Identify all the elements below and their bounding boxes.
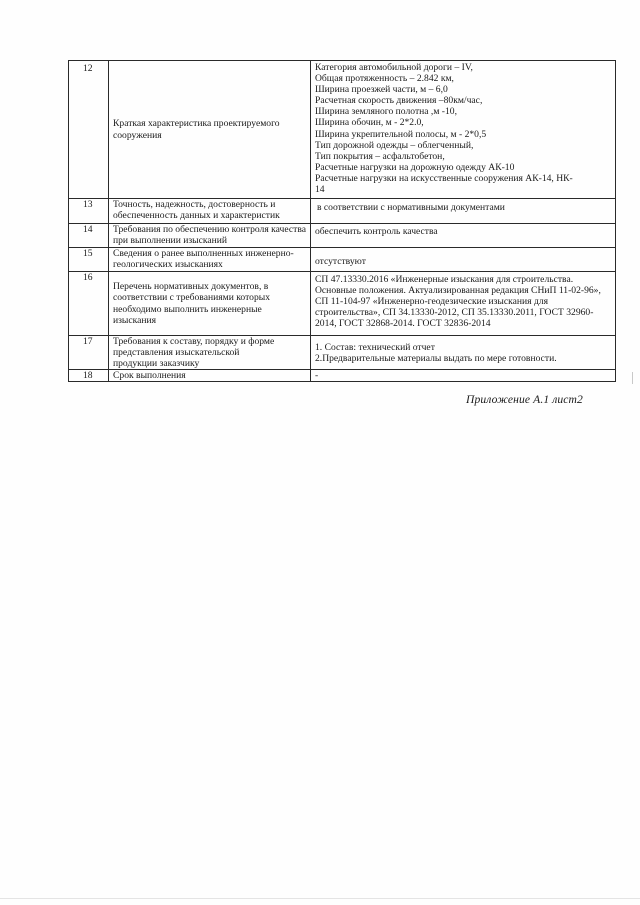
value-text: - <box>315 370 319 382</box>
table-row <box>69 336 616 370</box>
scan-edge <box>0 898 640 899</box>
value-line: Ширина обочин, м - 2*2.0, <box>315 117 424 129</box>
value-line: Расчетные нагрузки на искусственные сооружения АК-14, НК- <box>315 172 573 184</box>
row-title-text: Точность, надежность, достоверность и обеспеченность данных и характеристик <box>113 199 280 222</box>
row-number: 13 <box>69 199 109 224</box>
value-line: Тип дорожной одежды – облегченный, <box>315 139 474 151</box>
row-value <box>311 336 616 370</box>
row-title <box>109 61 311 199</box>
row-value <box>311 272 616 336</box>
row-number: 15 <box>69 248 109 272</box>
value-line: Тип покрытия – асфальтобетон, <box>315 150 445 162</box>
value-text: отсутствуют <box>315 255 366 267</box>
value-line: 14 <box>315 184 325 196</box>
appendix-label: Приложение А.1 лист2 <box>466 393 583 406</box>
value-text: обеспечить контроль качества <box>315 226 438 237</box>
requirements-table <box>68 60 616 382</box>
row-title-text: Сведения о ранее выполненных инженерно-геологических изысканиях <box>113 248 294 271</box>
table-row <box>69 272 616 336</box>
table-row <box>69 224 616 248</box>
row-value <box>311 61 616 199</box>
value-line: Расчетная скорость движения –80км/час, <box>315 95 483 107</box>
table-row <box>69 61 616 199</box>
value-line: 1. Состав: технический отчет <box>315 341 435 353</box>
row-value <box>311 224 616 248</box>
value-line: Категория автомобильной дороги – IV, <box>315 62 473 73</box>
row-value <box>311 199 616 224</box>
row-title <box>109 370 311 382</box>
value-line: 2.Предварительные материалы выдать по мере готовности. <box>315 352 557 364</box>
table-row <box>69 370 616 382</box>
row-number: 16 <box>69 272 109 336</box>
table-row <box>69 199 616 224</box>
row-title <box>109 272 311 336</box>
row-title-text: Перечень нормативных документов, в соответствии с требованиями которых необходимо выполнить инженерные изыскания <box>113 281 270 326</box>
row-value <box>311 370 616 382</box>
row-number: 18 <box>69 370 109 382</box>
value-line: Ширина земляного полотна ,м -10, <box>315 106 457 118</box>
row-title <box>109 336 311 370</box>
value-line: Ширина укрепительной полосы, м - 2*0,5 <box>315 128 487 140</box>
value-line: Расчетные нагрузки на дорожную одежду АК-10 <box>315 161 515 173</box>
row-number: 17 <box>69 336 109 370</box>
row-title-text: Требования к составу, порядку и форме представления изыскательской продукции заказчику <box>113 336 275 370</box>
table-row <box>69 248 616 272</box>
value-text: СП 47.13330.2016 «Инженерные изыскания для строительства. Основные положения. Актуализированная редакция СНиП 11-02-96», СП 11-104-97 «Инженерно-геодезические изыскания для строительства», СП 34.13330-2012, СП 35.13330.2011, ГОСТ 32960-2014, ГОСТ 32868-2014. ГОСТ 32836-2014 <box>315 274 601 330</box>
row-title <box>109 199 311 224</box>
row-title <box>109 248 311 272</box>
row-title-text: Краткая характеристика проектируемого сооружения <box>113 118 280 141</box>
row-title-text: Требования по обеспечению контроля качества при выполнении изысканий <box>113 224 306 247</box>
row-title <box>109 224 311 248</box>
row-value <box>311 248 616 272</box>
value-line: Общая протяженность – 2.842 км, <box>315 73 454 85</box>
row-number: 14 <box>69 224 109 248</box>
row-number: 12 <box>69 61 109 199</box>
scan-artifact <box>632 372 633 384</box>
value-text: в соответствии с нормативными документами <box>317 202 505 213</box>
value-line: Ширина проезжей части, м – 6,0 <box>315 84 448 96</box>
row-title-text: Срок выполнения <box>113 370 186 382</box>
